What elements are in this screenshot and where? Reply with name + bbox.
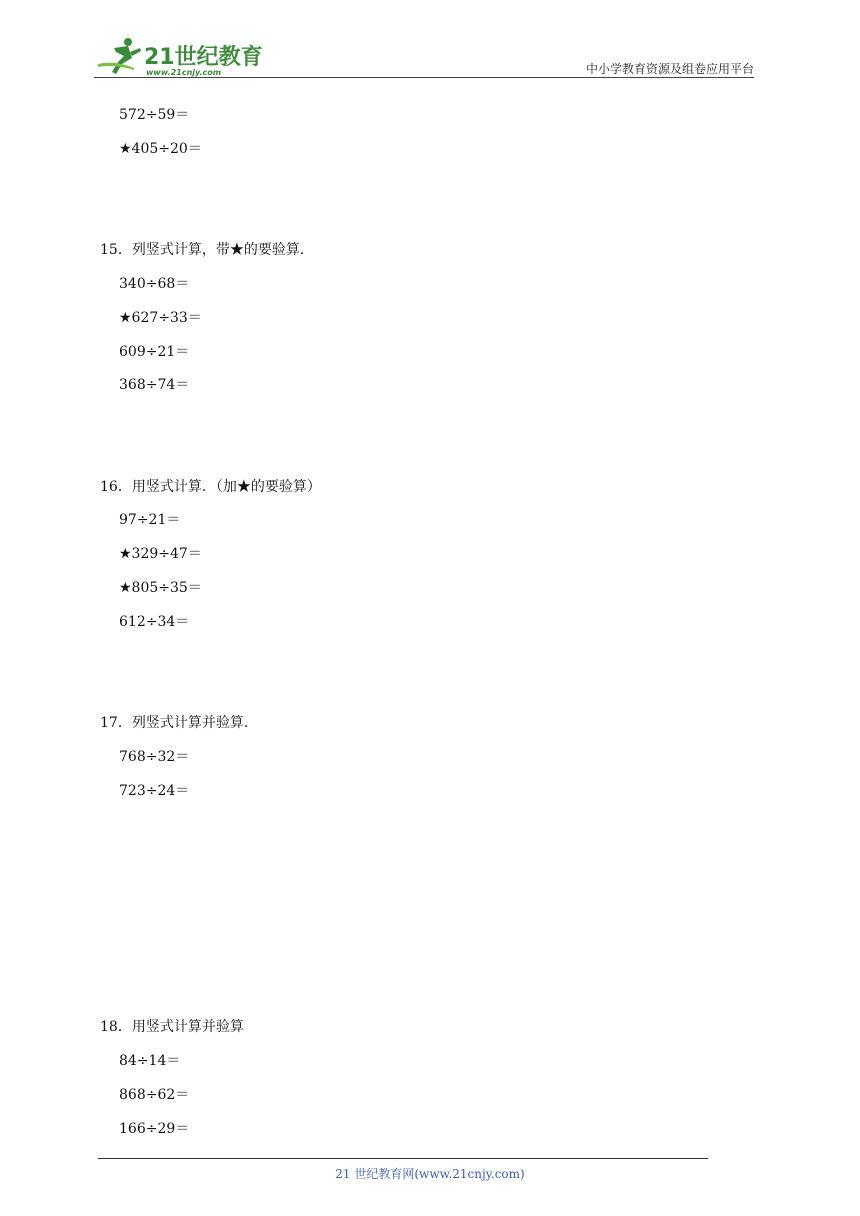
problem-item: ★405÷20＝ — [119, 141, 202, 157]
problem-item: 768÷32＝ — [119, 749, 190, 765]
problem-item: 97÷21＝ — [119, 512, 181, 528]
runner-icon — [98, 38, 141, 74]
problem-item: 609÷21＝ — [119, 344, 190, 360]
problem-item: ★329÷47＝ — [119, 546, 202, 562]
question-16: 16．用竖式计算．（加★的要验算） — [100, 479, 321, 495]
problem-item: 84÷14＝ — [119, 1053, 181, 1069]
problem-item: 572÷59＝ — [119, 107, 190, 123]
problem-item: 612÷34＝ — [119, 614, 190, 630]
logo-url: www.21cnjy.com — [146, 68, 222, 77]
header-divider — [94, 77, 754, 78]
logo-text: 21世纪教育 — [144, 45, 263, 70]
problem-item: 868÷62＝ — [119, 1087, 190, 1103]
site-logo — [94, 34, 264, 78]
footer-link[interactable]: 21 世纪教育网(www.21cnjy.com) — [335, 1167, 525, 1181]
problem-item: ★805÷35＝ — [119, 580, 202, 596]
footer-divider — [98, 1158, 708, 1159]
question-17: 17．列竖式计算并验算． — [100, 715, 258, 731]
question-15: 15．列竖式计算，带★的要验算． — [100, 242, 314, 258]
problem-item: 723÷24＝ — [119, 783, 190, 799]
problem-item: ★627÷33＝ — [119, 310, 202, 326]
platform-name: 中小学教育资源及组卷应用平台 — [585, 62, 754, 76]
problem-item: 340÷68＝ — [119, 276, 190, 292]
problem-item: 368÷74＝ — [119, 377, 190, 393]
question-18: 18．用竖式计算并验算 — [100, 1019, 244, 1035]
problem-item: 166÷29＝ — [119, 1121, 190, 1137]
